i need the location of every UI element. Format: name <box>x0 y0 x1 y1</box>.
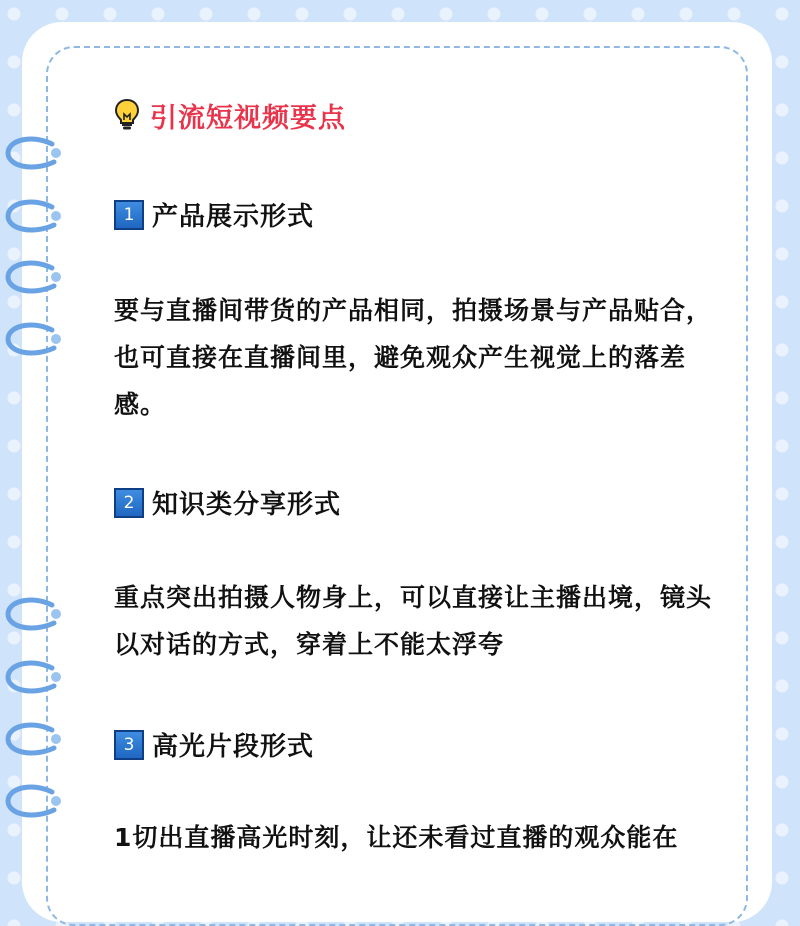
lightbulb-icon <box>114 98 140 132</box>
title-text: 引流短视频要点 <box>150 102 346 134</box>
number-badge: 2 <box>114 488 144 518</box>
number-badge: 3 <box>114 730 144 760</box>
page-title <box>114 95 346 135</box>
number-badge: 1 <box>114 200 144 230</box>
section-heading-3 <box>114 726 314 763</box>
section-heading-1 <box>114 196 314 233</box>
section-heading-2 <box>114 484 341 521</box>
section-body: 1切出直播高光时刻，让还未看过直播的观众能在 <box>114 823 679 852</box>
section-title: 高光片段形式 <box>152 732 315 762</box>
section-title: 知识类分享形式 <box>152 490 342 520</box>
section-body: 重点突出拍摄人物身上，可以直接让主播出境，镜头以对话的方式，穿着上不能太浮夸 <box>114 583 713 659</box>
section-title: 产品展示形式 <box>152 202 315 232</box>
section-body: 要与直播间带货的产品相同，拍摄场景与产品贴合，也可直接在直播间里，避免观众产生视觉上的落差感。 <box>114 296 713 419</box>
